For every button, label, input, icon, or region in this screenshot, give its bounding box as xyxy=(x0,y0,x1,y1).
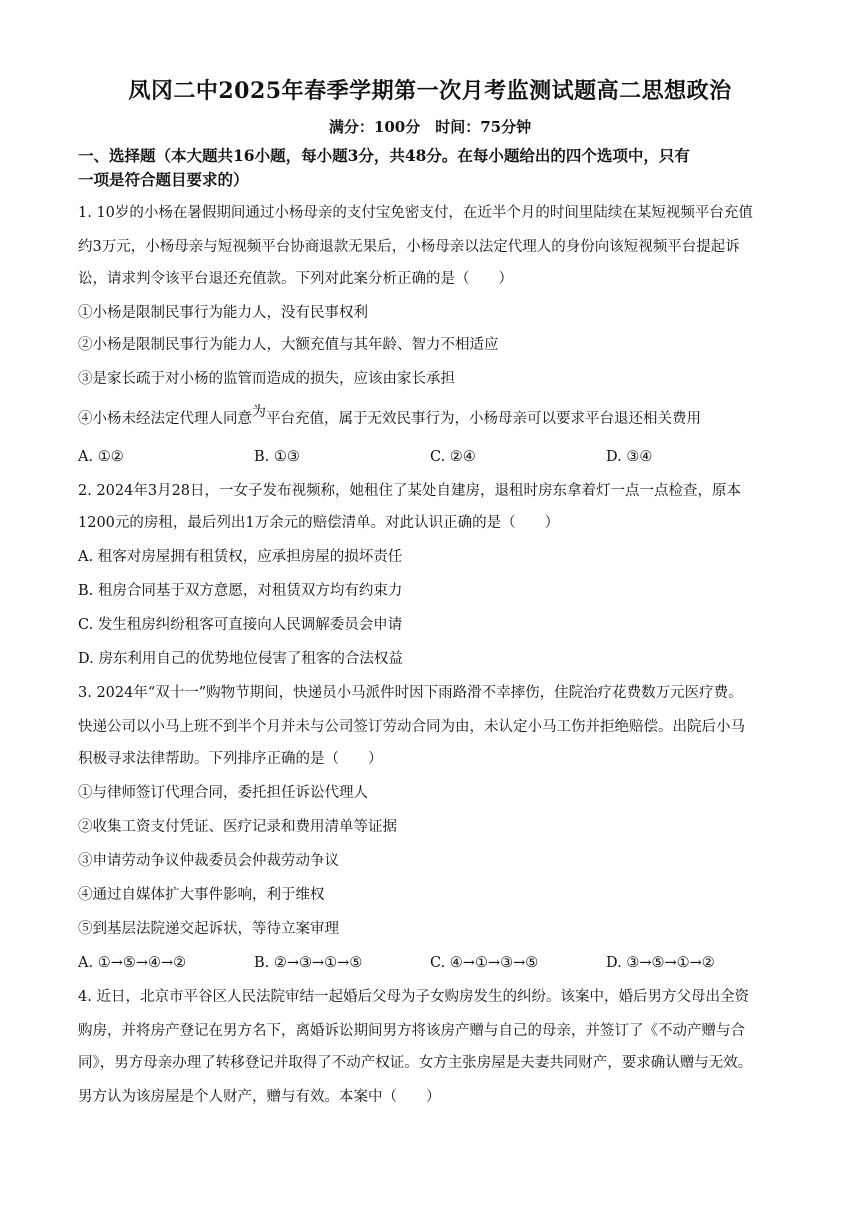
q1-item: ①小杨是限制民事行为能力人，没有民事权利 xyxy=(78,305,368,321)
option-a[interactable]: A. ①→⑤→④→② xyxy=(78,955,187,971)
option-c[interactable]: C. ②④ xyxy=(430,449,476,465)
q1-item4-raised-char: 为 xyxy=(252,404,266,420)
q3-stem-line: 快递公司以小马上班不到半个月并未与公司签订劳动合同为由，未认定小马工伤并拒绝赔偿。出院后小马 xyxy=(78,719,745,735)
option-d[interactable]: D. ③→⑤→①→② xyxy=(606,955,715,971)
q4-stem-line: 购房，并将房产登记在男方名下，离婚诉讼期间男方将该房产赠与自己的母亲，并签订了《不动产赠与合 xyxy=(78,1023,745,1039)
q4-stem-line: 男方认为该房屋是个人财产，赠与有效。本案中（ ） xyxy=(78,1089,441,1105)
q2-stem-line: 2. 2024年3月28日，一女子发布视频称，她租住了某处自建房，退租时房东拿着灯一点一点检查，原本 xyxy=(78,483,742,499)
section-heading-line: 一项是符合题目要求的） xyxy=(78,170,249,189)
option-b[interactable]: B. ①③ xyxy=(254,449,300,465)
option-a[interactable]: A. ①② xyxy=(78,449,124,465)
q3-stem-line: 3. 2024年“双十一”购物节期间，快递员小马派件时因下雨路滑不幸摔伤，住院治疗花费数万元医疗费。 xyxy=(78,685,743,701)
section-heading xyxy=(78,144,784,192)
q3-item: ⑤到基层法院递交起诉状，等待立案审理 xyxy=(78,921,339,937)
q2-stem-line: 1200元的房租，最后列出1万余元的赔偿清单。对此认识正确的是（ ） xyxy=(78,515,560,531)
section-heading-line: 一、选择题（本大题共16小题，每小题3分，共48分。在每小题给出的四个选项中，只有 xyxy=(78,146,690,165)
q3-item: ④通过自媒体扩大事件影响，利于维权 xyxy=(78,887,325,903)
q1-item4-text: 平台充值，属于无效民事行为，小杨母亲可以要求平台退还相关费用 xyxy=(266,411,701,427)
q1-item: ②小杨是限制民事行为能力人，大额充值与其年龄、智力不相适应 xyxy=(78,337,499,353)
q1-item xyxy=(78,404,790,430)
q1-stem-line: 约3万元，小杨母亲与短视频平台协商退款无果后，小杨母亲以法定代理人的身份向该短视频平台提起诉 xyxy=(78,239,740,255)
q3-item: ③申请劳动争议仲裁委员会仲裁劳动争议 xyxy=(78,853,339,869)
option-a[interactable]: A. 租客对房屋拥有租赁权，应承担房屋的损坏责任 xyxy=(78,549,403,565)
option-b[interactable]: B. ②→③→①→⑤ xyxy=(254,955,363,971)
option-c[interactable]: C. ④→①→③→⑤ xyxy=(430,955,539,971)
q1-stem-line: 1. 10岁的小杨在暑假期间通过小杨母亲的支付宝免密支付，在近半个月的时间里陆续在某短视频平台充值 xyxy=(78,205,753,221)
q1-stem-line: 讼，请求判令该平台退还充值款。下列对此案分析正确的是（ ） xyxy=(78,271,513,287)
option-d[interactable]: D. ③④ xyxy=(606,449,653,465)
option-b[interactable]: B. 租房合同基于双方意愿，对租赁双方均有约束力 xyxy=(78,583,403,599)
q4-stem-line: 4. 近日，北京市平谷区人民法院审结一起婚后父母为子女购房发生的纠纷。该案中，婚后男方父母出全资 xyxy=(78,989,749,1005)
q3-item: ②收集工资支付凭证、医疗记录和费用清单等证据 xyxy=(78,819,397,835)
page-title: 凤冈二中2025年春季学期第一次月考监测试题高二思想政治 xyxy=(128,78,732,104)
q3-stem-line: 积极寻求法律帮助。下列排序正确的是（ ） xyxy=(78,751,383,767)
q3-item: ①与律师签订代理合同，委托担任诉讼代理人 xyxy=(78,785,368,801)
option-d[interactable]: D. 房东利用自己的优势地位侵害了租客的合法权益 xyxy=(78,651,403,667)
option-c[interactable]: C. 发生租房纠纷租客可直接向人民调解委员会申请 xyxy=(78,617,403,633)
exam-info: 满分：100分 时间：75分钟 xyxy=(328,118,532,136)
q4-stem-line: 同》，男方母亲办理了转移登记并取得了不动产权证。女方主张房屋是夫妻共同财产，要求确认赠与无效。 xyxy=(78,1055,753,1071)
q1-item4-text: ④小杨未经法定代理人同意 xyxy=(78,411,252,427)
q1-item: ③是家长疏于对小杨的监管而造成的损失，应该由家长承担 xyxy=(78,371,455,387)
